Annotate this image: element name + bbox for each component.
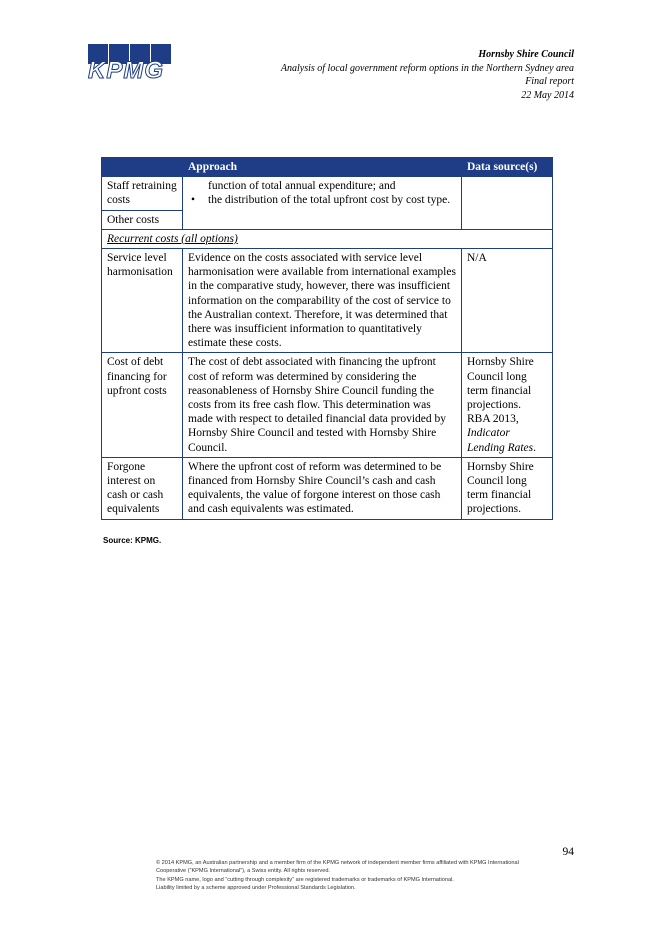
header-cell-label xyxy=(102,158,183,177)
row-source-forgone: Hornsby Shire Council long term financial projections. xyxy=(462,457,553,519)
page-footer xyxy=(156,860,536,895)
kpmg-logo xyxy=(88,44,172,84)
table-row xyxy=(102,457,553,519)
row-approach-debt: The cost of debt associated with financing the upfront cost of reform was determined by considering the reasonableness of Hornsby Shire Council funding the costs from its free cash flow. This determination was made with respect to detailed financial data provided by Hornsby Shire Council and tested with Hornsby Shire Council. xyxy=(183,353,462,457)
source-rba-text: RBA 2013, xyxy=(467,413,519,426)
header-org: Hornsby Shire Council xyxy=(478,49,574,60)
table-row xyxy=(102,353,553,457)
logo-wordmark: KPMG xyxy=(88,57,164,84)
footer-trademark: The KPMG name, logo and “cutting through complexity” are registered trademarks or trademarks of KPMG International. xyxy=(156,877,454,884)
row-label-forgone: Forgone interest on cash or cash equivalents xyxy=(102,457,183,519)
approach-bullets xyxy=(188,193,456,207)
row-source-service: N/A xyxy=(462,249,553,353)
row-approach-service: Evidence on the costs associated with service level harmonisation were available from international examples in the comparative study, however, there was insufficient information on the comparability of the cost of service to the Australian context. Therefore, it was determined that there was insufficient information to quantitatively estimate these costs. xyxy=(183,249,462,353)
page-number: 94 xyxy=(562,846,574,858)
source-note: Source: KPMG. xyxy=(103,536,162,545)
source-rba-end: . xyxy=(533,441,536,454)
source-rba xyxy=(467,412,547,455)
table-row xyxy=(102,249,553,353)
cost-approach-table xyxy=(101,157,553,520)
page-header xyxy=(281,48,574,102)
header-report-type: Final report xyxy=(525,76,574,87)
row-label-staff: Staff retraining costs xyxy=(102,177,183,210)
row-label-debt: Cost of debt financing for upfront costs xyxy=(102,353,183,457)
table-row xyxy=(102,177,553,210)
footer-copyright: © 2014 KPMG, an Australian partnership and a member firm of the KPMG network of independent member firms affiliated with KPMG International Cooperative (“KPMG International”), a Swiss entity. All rights reserved. xyxy=(156,860,519,874)
row-label-service: Service level harmonisation xyxy=(102,249,183,353)
row-source-staff xyxy=(462,177,553,230)
list-item: • the distribution of the total upfront cost by cost type. xyxy=(188,193,456,207)
header-subtitle: Analysis of local government reform options in the Northern Sydney area xyxy=(280,62,574,74)
table-header-row xyxy=(102,158,553,177)
row-approach-staff xyxy=(183,177,462,230)
source-rba-title: Indicator Lending Rates xyxy=(467,427,534,454)
section-heading: Recurrent costs (all options) xyxy=(102,229,553,248)
header-cell-data-source: Data source(s) xyxy=(462,158,553,177)
row-approach-forgone: Where the upfront cost of reform was determined to be financed from Hornsby Shire Council’s cash and cash equivalents, the value of forgone interest on those cash and cash equivalents was estimated. xyxy=(183,457,462,519)
row-source-debt xyxy=(462,353,553,457)
row-label-other: Other costs xyxy=(102,210,183,229)
header-cell-approach: Approach xyxy=(183,158,462,177)
continued-text: function of total annual expenditure; and xyxy=(208,180,396,193)
footer-liability: Liability limited by a scheme approved under Professional Standards Legislation. xyxy=(156,885,356,892)
source-projections: Hornsby Shire Council long term financial projections. xyxy=(467,356,534,412)
header-date: 22 May 2014 xyxy=(521,89,574,101)
table-section-row xyxy=(102,229,553,248)
